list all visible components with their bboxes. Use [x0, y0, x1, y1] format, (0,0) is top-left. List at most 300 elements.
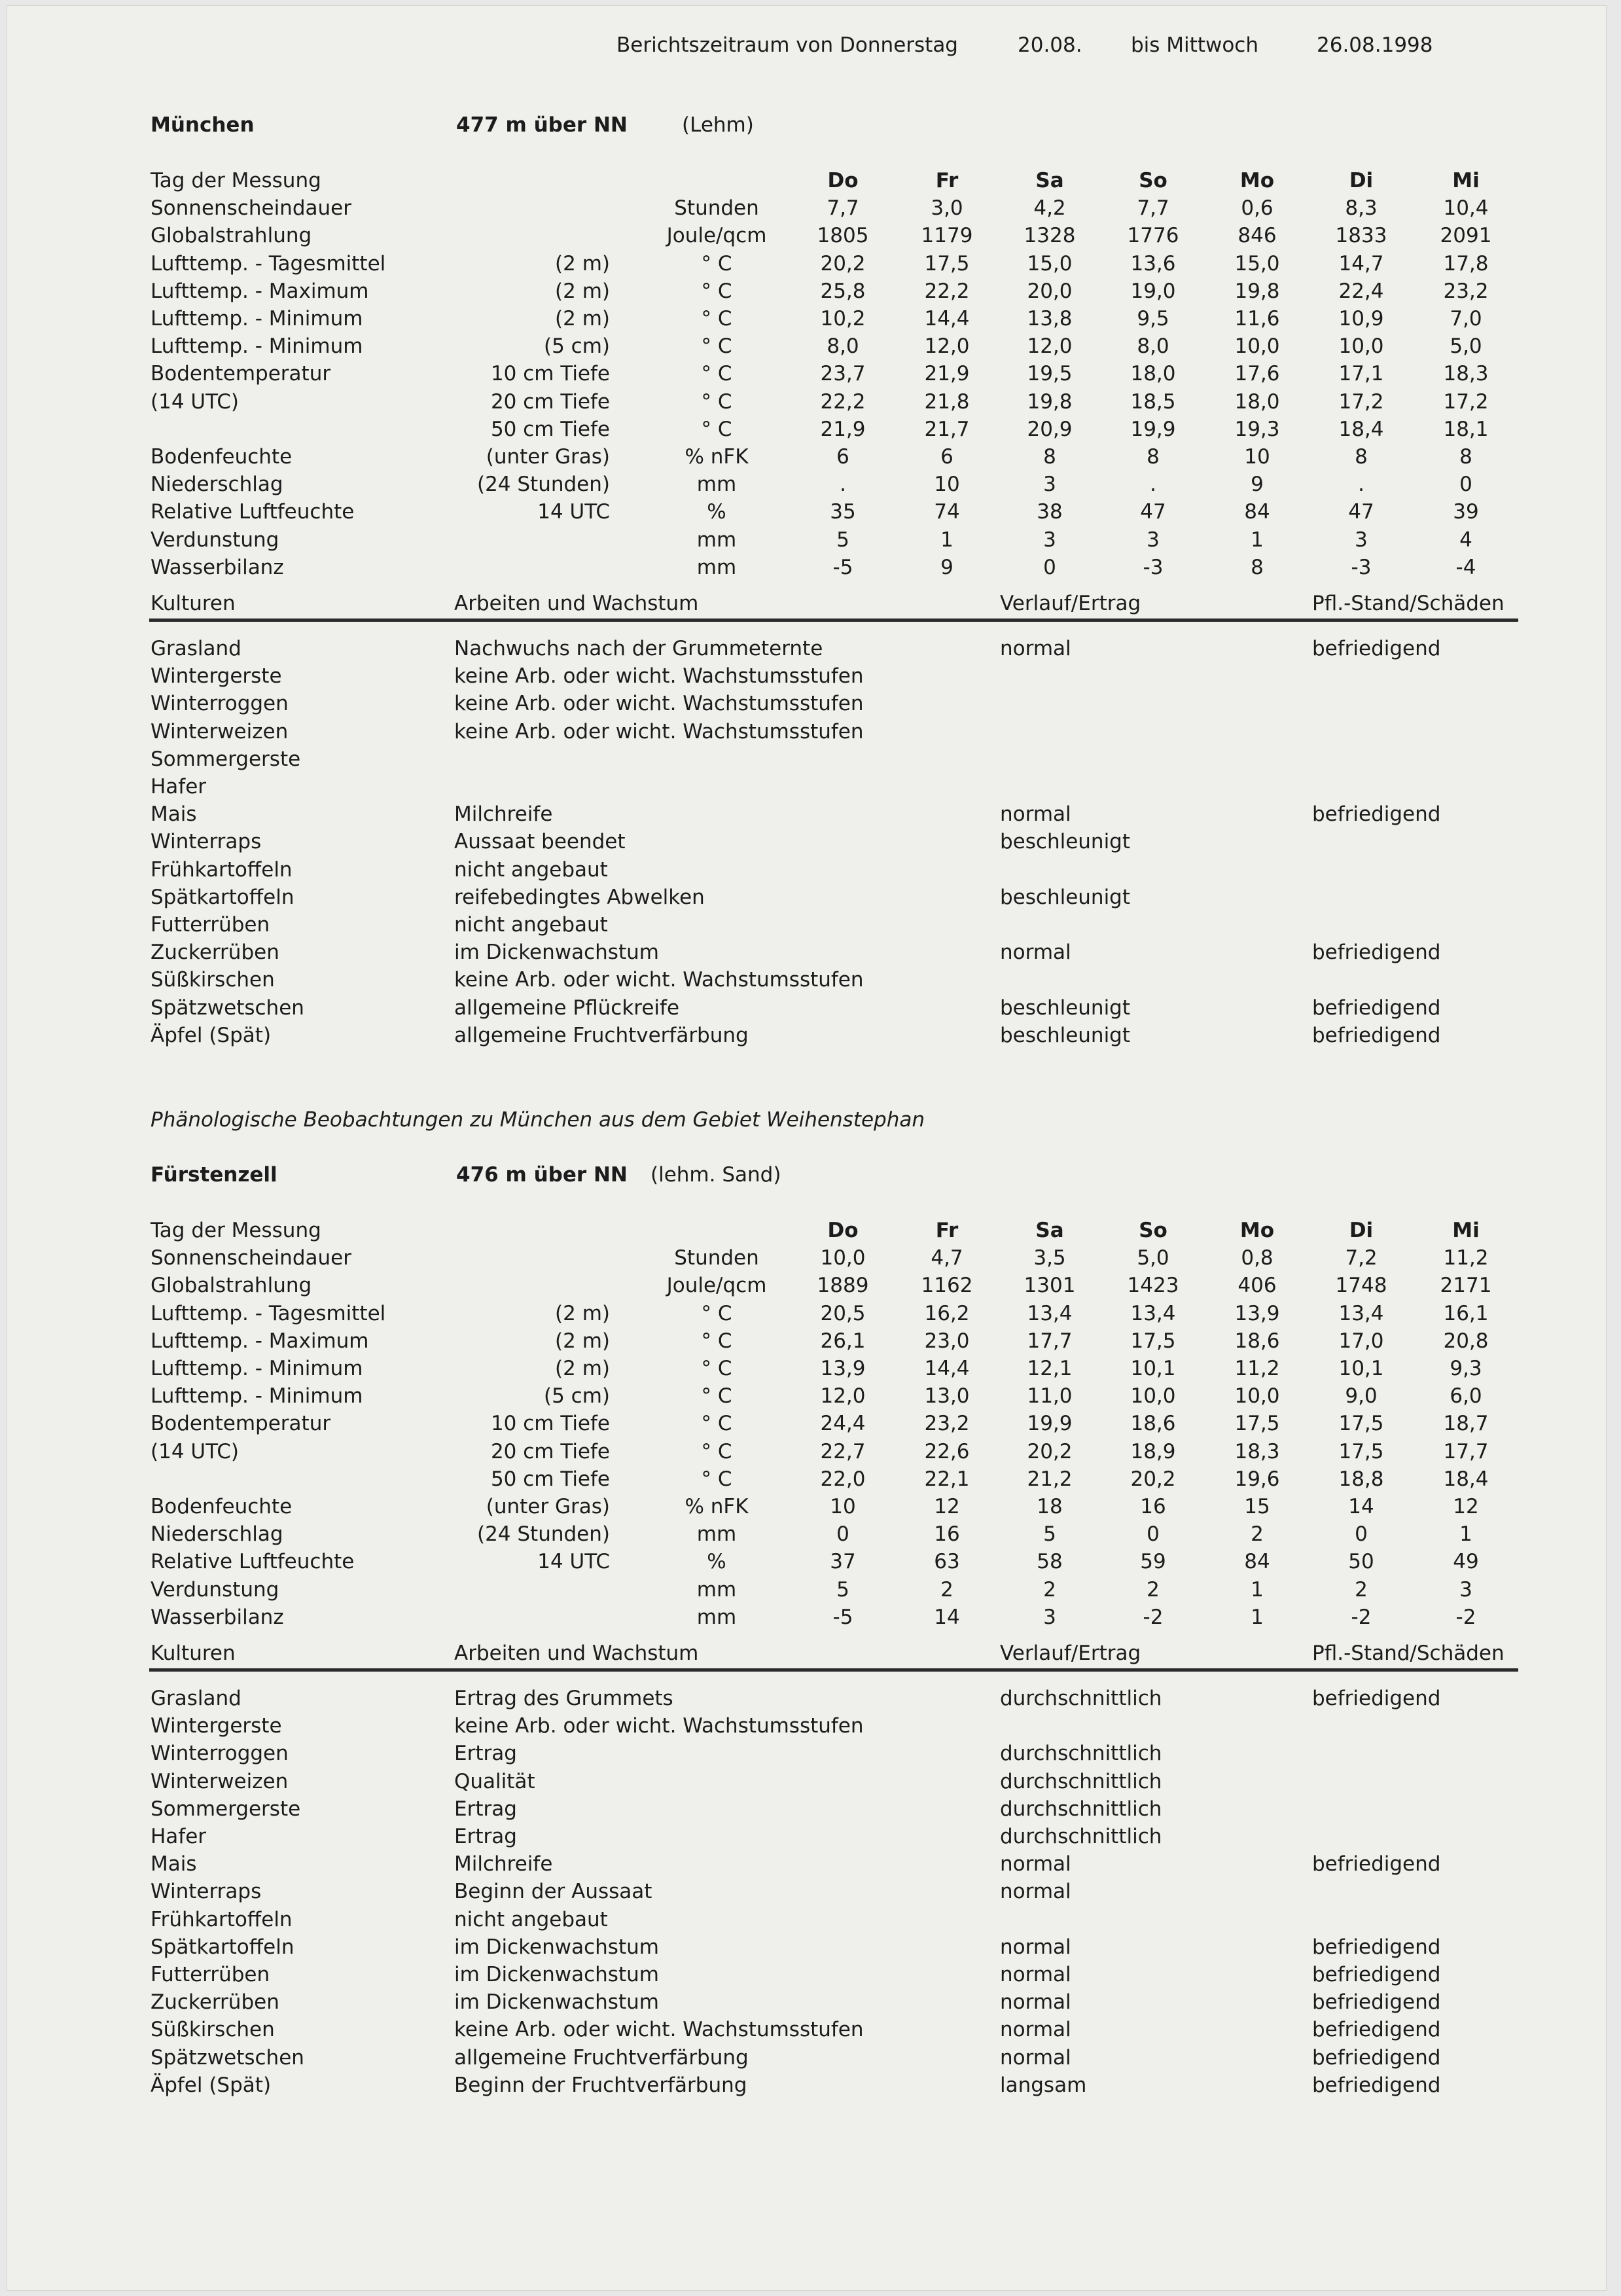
- crop-work: allgemeine Fruchtverfärbung: [454, 1023, 749, 1047]
- station-soil: (Lehm): [682, 113, 754, 137]
- measure-value: 16,2: [924, 1301, 970, 1325]
- crop-name: Frühkartoffeln: [151, 1907, 293, 1931]
- measure-value: 17,1: [1338, 362, 1384, 386]
- measure-label: Bodentemperatur: [151, 362, 331, 386]
- measure-unit: mm: [696, 1605, 737, 1629]
- measure-value: 12: [934, 1495, 960, 1518]
- measure-label: Globalstrahlung: [151, 224, 312, 248]
- crop-work: nicht angebaut: [454, 857, 608, 882]
- measure-value: 18,3: [1443, 362, 1489, 386]
- crop-state: befriedigend: [1312, 802, 1441, 827]
- measure-value: 17,8: [1443, 251, 1489, 276]
- measure-spec: 14 UTC: [537, 500, 610, 524]
- day-header: Di: [1349, 1219, 1374, 1242]
- measure-value: 15: [1244, 1495, 1270, 1518]
- measure-value: 23,0: [924, 1329, 970, 1353]
- measure-value: 15,0: [1027, 251, 1073, 276]
- measure-unit: ° C: [701, 1357, 732, 1380]
- measure-value: .: [1150, 473, 1156, 497]
- measure-label: Verdunstung: [151, 528, 279, 552]
- crop-course: normal: [1000, 1935, 1071, 1959]
- measure-value: 17,5: [924, 251, 970, 276]
- measure-value: 8,3: [1345, 196, 1378, 221]
- measure-value: 1: [940, 528, 953, 552]
- measure-value: 10,1: [1338, 1357, 1384, 1380]
- measure-value: 7,0: [1450, 307, 1482, 331]
- measure-unit: % nFK: [685, 1495, 749, 1518]
- measure-unit: ° C: [701, 417, 732, 441]
- measure-label: Lufttemp. - Maximum: [151, 279, 369, 303]
- measure-value: 3,0: [931, 196, 963, 221]
- crop-state: befriedigend: [1312, 1023, 1441, 1047]
- measure-value: .: [840, 473, 846, 497]
- crop-work: keine Arb. oder wicht. Wachstumsstufen: [454, 664, 864, 689]
- measure-value: 12,0: [1027, 334, 1073, 359]
- measure-value: -2: [1455, 1605, 1476, 1629]
- crop-course: normal: [1000, 941, 1071, 965]
- measure-value: 14: [934, 1605, 960, 1629]
- measure-value: -5: [832, 1605, 853, 1629]
- measure-value: 19,8: [1027, 389, 1073, 414]
- date-to: 26.08.1998: [1317, 33, 1433, 57]
- measure-spec: 10 cm Tiefe: [490, 362, 610, 386]
- crop-name: Sommergerste: [151, 747, 301, 771]
- measure-value: 18: [1037, 1495, 1063, 1518]
- measure-value: 1301: [1024, 1274, 1076, 1298]
- crop-course: normal: [1000, 1880, 1071, 1904]
- measure-value: 1179: [921, 224, 973, 248]
- measure-value: 0: [1147, 1522, 1160, 1547]
- measure-value: 26,1: [820, 1329, 866, 1353]
- measure-value: 19,3: [1234, 417, 1280, 441]
- station-altitude: 477 m über NN: [456, 113, 628, 137]
- measure-value: 10,2: [820, 307, 866, 331]
- crop-state: befriedigend: [1312, 637, 1441, 660]
- day-header: Mo: [1239, 169, 1275, 192]
- measure-value: 59: [1140, 1550, 1166, 1574]
- crop-course: normal: [1000, 2045, 1071, 2070]
- measure-unit: % nFK: [685, 445, 749, 469]
- work-col-header: Arbeiten und Wachstum: [454, 592, 699, 615]
- measure-value: 0: [1459, 473, 1472, 497]
- measure-day-label: Tag der Messung: [151, 1219, 321, 1242]
- crop-work: keine Arb. oder wicht. Wachstumsstufen: [454, 719, 864, 744]
- measure-value: -3: [1351, 555, 1372, 579]
- crop-name: Wintergerste: [151, 1714, 282, 1738]
- measure-unit: mm: [696, 1522, 737, 1547]
- crop-name: Grasland: [151, 637, 241, 660]
- crop-work: im Dickenwachstum: [454, 1963, 659, 1986]
- measure-value: 7,7: [1137, 196, 1169, 221]
- measure-value: 22,7: [820, 1439, 866, 1463]
- measure-unit: Stunden: [674, 196, 759, 221]
- measure-value: 10: [1244, 445, 1270, 469]
- measure-value: 2: [1355, 1577, 1368, 1602]
- measure-unit: ° C: [701, 279, 732, 303]
- measure-value: 17,7: [1027, 1329, 1073, 1353]
- measure-value: 8,0: [827, 334, 859, 359]
- measure-value: 2171: [1440, 1274, 1492, 1298]
- measure-value: 10,0: [820, 1246, 866, 1270]
- crop-name: Winterweizen: [151, 719, 289, 744]
- measure-spec: (2 m): [555, 251, 610, 276]
- measure-spec: (24 Stunden): [476, 1522, 610, 1547]
- measure-value: 24,4: [820, 1412, 866, 1436]
- crop-work: Milchreife: [454, 802, 553, 827]
- measure-value: .: [1358, 473, 1364, 497]
- measure-unit: ° C: [701, 389, 732, 414]
- measure-value: 19,9: [1027, 1412, 1073, 1436]
- measure-value: 39: [1453, 500, 1479, 524]
- measure-value: 18,4: [1443, 1467, 1489, 1491]
- measure-value: -2: [1351, 1605, 1372, 1629]
- station-soil: (lehm. Sand): [650, 1163, 781, 1187]
- measure-unit: Joule/qcm: [666, 224, 767, 248]
- measure-value: 11,2: [1234, 1357, 1280, 1380]
- measure-value: 8: [1355, 445, 1368, 469]
- measure-value: 1748: [1335, 1274, 1387, 1298]
- crop-course: durchschnittlich: [1000, 1825, 1162, 1848]
- station-name: München: [151, 113, 255, 137]
- crop-name: Futterrüben: [151, 1963, 270, 1986]
- crop-course: beschleunigt: [1000, 830, 1131, 854]
- measure-value: 8: [1147, 445, 1160, 469]
- measure-value: 8: [1459, 445, 1472, 469]
- measure-value: 49: [1453, 1550, 1479, 1574]
- measure-spec: (unter Gras): [486, 1495, 610, 1518]
- measure-value: 63: [934, 1550, 960, 1574]
- crop-name: Spätkartoffeln: [151, 1935, 294, 1959]
- measure-spec: (2 m): [555, 1357, 610, 1380]
- crop-course: normal: [1000, 802, 1071, 827]
- measure-label: (14 UTC): [151, 1439, 239, 1463]
- measure-value: 5: [836, 528, 849, 552]
- course-col-header: Verlauf/Ertrag: [1000, 1641, 1141, 1665]
- measure-value: 21,9: [820, 417, 866, 441]
- measure-value: 5,0: [1137, 1246, 1169, 1270]
- measure-spec: (2 m): [555, 307, 610, 331]
- measure-spec: (2 m): [555, 1301, 610, 1325]
- measure-value: 14,4: [924, 307, 970, 331]
- report-period-label: Berichtszeitraum von Donnerstag: [616, 33, 958, 57]
- measure-value: 19,8: [1234, 279, 1280, 303]
- measure-value: 9,0: [1345, 1384, 1378, 1408]
- measure-value: 17,7: [1443, 1439, 1489, 1463]
- measure-value: 16,1: [1443, 1301, 1489, 1325]
- measure-value: 1776: [1127, 224, 1179, 248]
- crop-name: Süßkirschen: [151, 2018, 275, 2042]
- crop-work: Ertrag: [454, 1825, 517, 1848]
- measure-value: 22,6: [924, 1439, 970, 1463]
- measure-unit: mm: [696, 1577, 737, 1602]
- measure-value: 25,8: [820, 279, 866, 303]
- station-altitude: 476 m über NN: [456, 1163, 628, 1187]
- report-period-mid: bis Mittwoch: [1131, 33, 1258, 57]
- measure-unit: %: [707, 500, 726, 524]
- measure-value: 20,5: [820, 1301, 866, 1325]
- measure-value: 17,5: [1234, 1412, 1280, 1436]
- crop-name: Äpfel (Spät): [151, 2073, 272, 2097]
- crop-name: Grasland: [151, 1687, 241, 1710]
- crop-work: Ertrag: [454, 1797, 517, 1821]
- measure-value: 5: [836, 1577, 849, 1602]
- measure-unit: ° C: [701, 1439, 732, 1463]
- measure-value: 0: [1355, 1522, 1368, 1547]
- measure-value: 2: [1147, 1577, 1160, 1602]
- measure-value: 21,8: [924, 389, 970, 414]
- measure-value: 12,0: [820, 1384, 866, 1408]
- measure-label: Lufttemp. - Minimum: [151, 334, 363, 359]
- measure-label: Lufttemp. - Tagesmittel: [151, 1301, 386, 1325]
- measure-value: -5: [832, 555, 853, 579]
- measure-value: 13,4: [1027, 1301, 1073, 1325]
- measure-value: 12: [1453, 1495, 1479, 1518]
- measure-value: 20,2: [1130, 1467, 1176, 1491]
- crop-name: Süßkirschen: [151, 968, 275, 992]
- day-header: Mo: [1239, 1219, 1275, 1242]
- measure-value: 35: [830, 500, 856, 524]
- measure-spec: 50 cm Tiefe: [490, 1467, 610, 1491]
- crop-course: normal: [1000, 1852, 1071, 1876]
- crop-name: Mais: [151, 1852, 197, 1876]
- date-from: 20.08.: [1018, 33, 1082, 57]
- measure-label: Sonnenscheindauer: [151, 196, 351, 221]
- measure-value: 3,5: [1033, 1246, 1066, 1270]
- measure-value: 13,8: [1027, 307, 1073, 331]
- measure-value: 17,5: [1338, 1439, 1384, 1463]
- measure-value: 13,0: [924, 1384, 970, 1408]
- day-header: Fr: [935, 169, 959, 192]
- measure-day-label: Tag der Messung: [151, 169, 321, 192]
- measure-value: 14,7: [1338, 251, 1384, 276]
- crop-state: befriedigend: [1312, 2045, 1441, 2070]
- crop-name: Spätzwetschen: [151, 2045, 304, 2070]
- crop-col-header: Kulturen: [151, 1641, 236, 1665]
- crop-state: befriedigend: [1312, 1963, 1441, 1986]
- measure-unit: ° C: [701, 1301, 732, 1325]
- measure-value: 21,2: [1027, 1467, 1073, 1491]
- measure-value: 7,2: [1345, 1246, 1378, 1270]
- measure-label: Bodenfeuchte: [151, 445, 293, 469]
- measure-value: 84: [1244, 500, 1270, 524]
- measure-value: 3: [1355, 528, 1368, 552]
- measure-value: 1: [1459, 1522, 1472, 1547]
- measure-value: 17,5: [1338, 1412, 1384, 1436]
- crop-name: Futterrüben: [151, 913, 270, 937]
- measure-value: 21,7: [924, 417, 970, 441]
- measure-value: 3: [1043, 1605, 1056, 1629]
- measure-value: 22,2: [820, 389, 866, 414]
- measure-value: 11,2: [1443, 1246, 1489, 1270]
- crop-name: Winterraps: [151, 1880, 262, 1904]
- measure-spec: 10 cm Tiefe: [490, 1412, 610, 1436]
- measure-value: 10,1: [1130, 1357, 1176, 1380]
- measure-value: 22,1: [924, 1467, 970, 1491]
- measure-label: Relative Luftfeuchte: [151, 500, 355, 524]
- measure-label: Niederschlag: [151, 1522, 283, 1547]
- measure-value: 58: [1037, 1550, 1063, 1574]
- measure-label: Wasserbilanz: [151, 1605, 284, 1629]
- crop-course: durchschnittlich: [1000, 1769, 1162, 1793]
- crop-name: Winterroggen: [151, 692, 289, 716]
- measure-value: -3: [1143, 555, 1164, 579]
- crop-work: Beginn der Aussaat: [454, 1880, 652, 1904]
- measure-spec: 50 cm Tiefe: [490, 417, 610, 441]
- measure-value: 18,0: [1130, 362, 1176, 386]
- measure-value: -4: [1455, 555, 1476, 579]
- state-col-header: Pfl.-Stand/Schäden: [1312, 592, 1505, 615]
- measure-value: 47: [1140, 500, 1166, 524]
- measure-value: 15,0: [1234, 251, 1280, 276]
- measure-label: Bodenfeuchte: [151, 1495, 293, 1518]
- crop-name: Winterweizen: [151, 1769, 289, 1793]
- measure-unit: ° C: [701, 334, 732, 359]
- day-header: Fr: [935, 1219, 959, 1242]
- crop-work: allgemeine Fruchtverfärbung: [454, 2045, 749, 2070]
- measure-value: 846: [1238, 224, 1277, 248]
- measure-value: 8,0: [1137, 334, 1169, 359]
- measure-value: 1: [1251, 528, 1264, 552]
- crop-work: nicht angebaut: [454, 1907, 608, 1931]
- crop-work: keine Arb. oder wicht. Wachstumsstufen: [454, 1714, 864, 1738]
- measure-value: 4: [1459, 528, 1472, 552]
- document-page: [7, 5, 1607, 2291]
- measure-spec: (2 m): [555, 1329, 610, 1353]
- measure-label: Lufttemp. - Minimum: [151, 307, 363, 331]
- measure-value: 6: [836, 445, 849, 469]
- measure-value: 19,6: [1234, 1467, 1280, 1491]
- day-header: Sa: [1035, 169, 1064, 192]
- measure-unit: Joule/qcm: [666, 1274, 767, 1298]
- crop-name: Hafer: [151, 1825, 207, 1848]
- measure-unit: ° C: [701, 362, 732, 386]
- crop-name: Mais: [151, 802, 197, 827]
- measure-value: 17,2: [1443, 389, 1489, 414]
- crop-name: Zuckerrüben: [151, 1990, 279, 2015]
- measure-value: 18,7: [1443, 1412, 1489, 1436]
- crop-state: befriedigend: [1312, 2073, 1441, 2097]
- measure-value: 18,0: [1234, 389, 1280, 414]
- measure-value: 11,0: [1027, 1384, 1073, 1408]
- measure-value: 23,2: [1443, 279, 1489, 303]
- measure-value: 13,4: [1338, 1301, 1384, 1325]
- measure-unit: Stunden: [674, 1246, 759, 1270]
- crop-state: befriedigend: [1312, 1687, 1441, 1710]
- measure-value: 18,1: [1443, 417, 1489, 441]
- measure-value: 0: [1043, 555, 1056, 579]
- crop-state: befriedigend: [1312, 1852, 1441, 1876]
- measure-value: 74: [934, 500, 960, 524]
- measure-value: 18,4: [1338, 417, 1384, 441]
- measure-value: 17,6: [1234, 362, 1280, 386]
- measure-value: 10,0: [1234, 1384, 1280, 1408]
- crop-work: Ertrag: [454, 1742, 517, 1766]
- measure-value: 20,8: [1443, 1329, 1489, 1353]
- measure-spec: (2 m): [555, 279, 610, 303]
- measure-label: (14 UTC): [151, 389, 239, 414]
- measure-value: 22,4: [1338, 279, 1384, 303]
- measure-unit: ° C: [701, 251, 732, 276]
- measure-value: 12,0: [924, 334, 970, 359]
- course-col-header: Verlauf/Ertrag: [1000, 592, 1141, 615]
- crop-state: befriedigend: [1312, 2018, 1441, 2042]
- measure-value: 1: [1251, 1577, 1264, 1602]
- crop-name: Winterroggen: [151, 1742, 289, 1766]
- measure-value: -2: [1143, 1605, 1164, 1629]
- crop-work: im Dickenwachstum: [454, 1990, 659, 2015]
- crop-work: keine Arb. oder wicht. Wachstumsstufen: [454, 968, 864, 992]
- measure-value: 20,2: [820, 251, 866, 276]
- measure-value: 10,0: [1338, 334, 1384, 359]
- crop-course: normal: [1000, 1990, 1071, 2015]
- measure-value: 10,9: [1338, 307, 1384, 331]
- measure-value: 2: [1043, 1577, 1056, 1602]
- crop-work: Beginn der Fruchtverfärbung: [454, 2073, 747, 2097]
- measure-value: 2091: [1440, 224, 1492, 248]
- state-col-header: Pfl.-Stand/Schäden: [1312, 1641, 1505, 1665]
- measure-value: 37: [830, 1550, 856, 1574]
- measure-value: 10,0: [1130, 1384, 1176, 1408]
- measure-value: 16: [934, 1522, 960, 1547]
- measure-label: Verdunstung: [151, 1577, 279, 1602]
- table-rule: [149, 1668, 1518, 1672]
- crop-col-header: Kulturen: [151, 592, 236, 615]
- measure-spec: (5 cm): [543, 1384, 610, 1408]
- crop-name: Frühkartoffeln: [151, 857, 293, 882]
- measure-value: 16: [1140, 1495, 1166, 1518]
- measure-value: 20,9: [1027, 417, 1073, 441]
- crop-state: befriedigend: [1312, 1990, 1441, 2015]
- work-col-header: Arbeiten und Wachstum: [454, 1641, 699, 1665]
- measure-spec: (unter Gras): [486, 445, 610, 469]
- measure-value: 23,2: [924, 1412, 970, 1436]
- crop-course: beschleunigt: [1000, 996, 1131, 1020]
- measure-value: 0,6: [1241, 196, 1274, 221]
- measure-value: 18,3: [1234, 1439, 1280, 1463]
- measure-value: 10,4: [1443, 196, 1489, 221]
- measure-spec: 20 cm Tiefe: [490, 389, 610, 414]
- measure-value: 13,9: [1234, 1301, 1280, 1325]
- table-rule: [149, 619, 1518, 622]
- crop-name: Spätkartoffeln: [151, 885, 294, 909]
- measure-spec: 20 cm Tiefe: [490, 1439, 610, 1463]
- day-header: Do: [827, 169, 859, 192]
- crop-name: Hafer: [151, 775, 207, 798]
- measure-value: 8: [1043, 445, 1056, 469]
- crop-course: langsam: [1000, 2073, 1087, 2097]
- measure-value: 4,2: [1033, 196, 1066, 221]
- measure-label: Globalstrahlung: [151, 1274, 312, 1298]
- measure-value: 1805: [817, 224, 869, 248]
- measure-value: 19,0: [1130, 279, 1176, 303]
- crop-course: normal: [1000, 2018, 1071, 2042]
- measure-value: 17,5: [1130, 1329, 1176, 1353]
- measure-unit: %: [707, 1550, 726, 1574]
- measure-label: Niederschlag: [151, 473, 283, 497]
- crop-course: normal: [1000, 1963, 1071, 1986]
- crop-work: Nachwuchs nach der Grummeternte: [454, 637, 823, 660]
- measure-value: 13,6: [1130, 251, 1176, 276]
- measure-unit: mm: [696, 473, 737, 497]
- measure-value: 10: [934, 473, 960, 497]
- day-header: Sa: [1035, 1219, 1064, 1242]
- measure-label: Relative Luftfeuchte: [151, 1550, 355, 1574]
- measure-value: 47: [1348, 500, 1374, 524]
- station-name: Fürstenzell: [151, 1163, 277, 1187]
- crop-name: Sommergerste: [151, 1797, 301, 1821]
- crop-name: Winterraps: [151, 830, 262, 854]
- measure-value: 3: [1043, 528, 1056, 552]
